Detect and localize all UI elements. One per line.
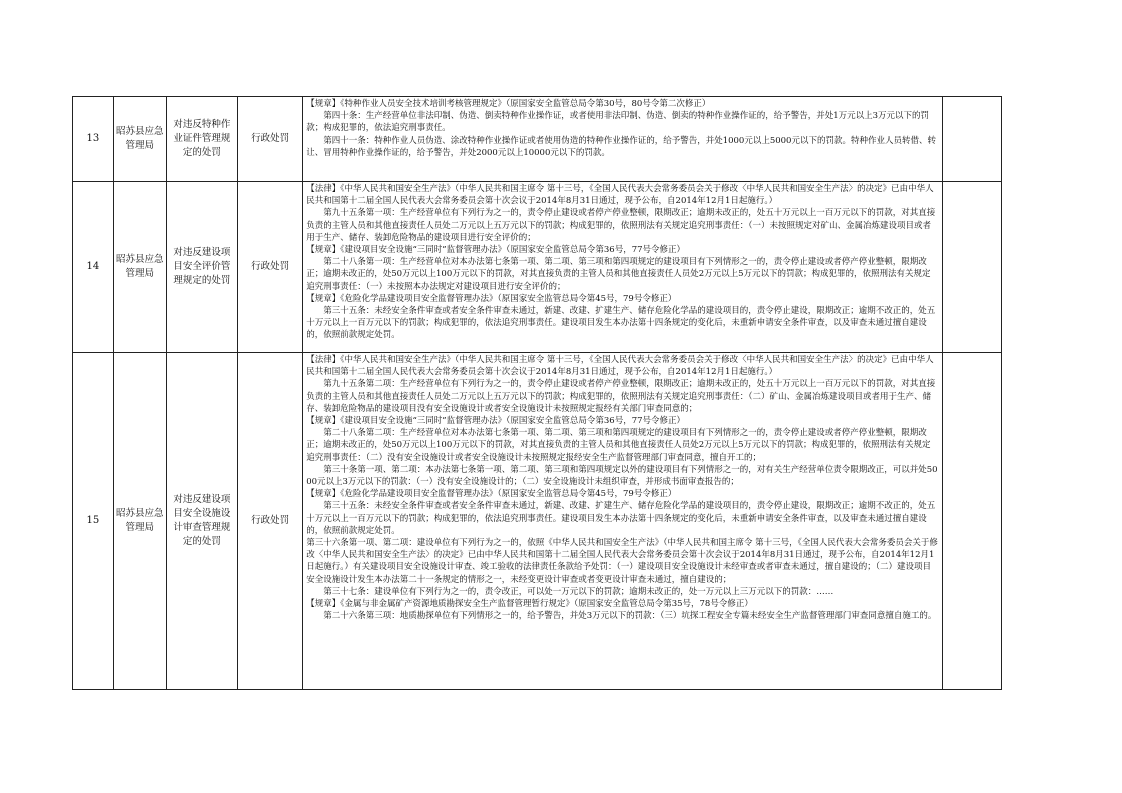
department-cell: 昭苏县应急管理局 — [113, 182, 166, 353]
action-type-cell: 行政处罚 — [238, 97, 303, 182]
remarks-cell — [942, 97, 1001, 182]
legal-basis-paragraph: 【规章】《建设项目安全设施“三同时”监督管理办法》（原国家安全监管总局令第36号，77号令修正） — [306, 416, 686, 427]
legal-basis-paragraph: 【规章】《危险化学品建设项目安全监督管理办法》（原国家安全监管总局令第45号，79号令修正） — [306, 293, 677, 304]
legal-basis-paragraph: 第三十五条：未经安全条件审查或者安全条件审查未通过，新建、改建、扩建生产、储存危险化学品的建设项目的，责令停止建设，限期改正；逾期不改正的，处五十万元以上一百万元以下的罚款；构成犯罪的，依法追究刑事责任。建设项目发生本办法第十四条规定的变化后，未重新申请安全条件审查，以及审查未通过擅自建设的，依照前款规定处罚。 — [306, 501, 936, 536]
legal-basis-paragraph: 第四十条：生产经营单位非法印制、伪造、倒卖特种作业操作证，或者使用非法印制、伪造、倒卖的特种作业操作证的，给予警告，并处1万元以上3万元以下的罚款；构成犯罪的，依法追究刑事责任。 — [306, 111, 930, 134]
legal-basis-paragraph: 第三十五条：未经安全条件审查或者安全条件审查未通过，新建、改建、扩建生产、储存危险化学品的建设项目的，责令停止建设，限期改正；逾期不改正的，处五十万元以上一百万元以下的罚款；构成犯罪的，依法追究刑事责任。建设项目发生本办法第十四条规定的变化后，未重新申请安全条件审查，以及审查未通过擅自建设的，依照前款规定处罚。 — [306, 306, 936, 341]
legal-basis-paragraph: 第三十七条：建设单位有下列行为之一的，责令改正，可以处一万元以下的罚款；逾期未改正的，处一万元以上三万元以下的罚款：…… — [323, 586, 834, 597]
legal-basis-cell — [303, 353, 943, 690]
matter-name-cell: 对违反建设项目安全设施设计审查管理规定的处罚 — [166, 353, 237, 690]
legal-basis-paragraph: 【法律】《中华人民共和国安全生产法》（中华人民共和国主席令 第十三号，《全国人民代表大会常务委员会关于修改〈中华人民共和国安全生产法〉的决定》已由中华人民共和国第十二届全国人民代表大会常务委员会第十次会议于2014年8月31日通过，现予公布，自2014年12月1日起施行。） — [306, 184, 934, 207]
matter-name-cell: 对违反特种作业证件管理规定的处罚 — [166, 97, 237, 182]
enforcement-table — [72, 96, 1002, 690]
table-row — [73, 182, 1002, 353]
department-cell: 昭苏县应急管理局 — [113, 353, 166, 690]
legal-basis-paragraph: 【规章】《特种作业人员安全技术培训考核管理规定》（原国家安全监管总局令第30号，80号令第二次修正） — [306, 99, 711, 109]
legal-basis-paragraph: 【规章】《金属与非金属矿产资源地质勘探安全生产监督管理暂行规定》（原国家安全监管总局令第35号，78号令修正） — [306, 599, 753, 610]
legal-basis-paragraph: 第三十条第一项、第二项：本办法第七条第一项、第二项、第三项和第四项规定以外的建设项目有下列情形之一的，对有关生产经营单位责令限期改正，可以并处5000元以上3万元以下的罚款：（一）没有安全设施设计的；（二）安全设施设计未组织审查，并形成书面审查报告的； — [306, 464, 938, 488]
legal-basis-cell — [303, 182, 943, 353]
action-type-cell: 行政处罚 — [238, 182, 303, 353]
remarks-cell — [942, 182, 1001, 353]
table-row — [73, 97, 1002, 182]
legal-basis-paragraph: 第九十五条第一项：生产经营单位有下列行为之一的，责令停止建设或者停产停业整顿，限期改正；逾期未改正的，处五十万元以上一百万元以下的罚款，对其直接负责的主管人员和其他直接责任人员处二万元以上五万元以下的罚款；构成犯罪的，依照刑法有关规定追究刑事责任：（一）未按照规定对矿山、金属冶炼建设项目或者用于生产、储存、装卸危险物品的建设项目进行安全评价的； — [306, 208, 936, 243]
matter-name-cell: 对违反建设项目安全评价管理规定的处罚 — [166, 182, 237, 353]
legal-basis-paragraph: 第四十一条：特种作业人员伪造、涂改特种作业操作证或者使用伪造的特种作业操作证的，给予警告，并处1000元以上5000元以下的罚款。特种作业人员转借、转让、冒用特种作业操作证的，给予警告，并处2000元以上10000元以下的罚款。 — [306, 135, 936, 158]
legal-basis-paragraph: 【规章】《建设项目安全设施“三同时”监督管理办法》（原国家安全监管总局令第36号，77号令修正） — [306, 245, 686, 256]
legal-basis-paragraph: 【法律】《中华人民共和国安全生产法》（中华人民共和国主席令 第十三号，《全国人民代表大会常务委员会关于修改〈中华人民共和国安全生产法〉的决定》已由中华人民共和国第十二届全国人民代表大会常务委员会第十次会议于2014年8月31日通过，现予公布，自2014年12月1日起施行。） — [306, 355, 934, 378]
legal-basis-paragraph: 【规章】《危险化学品建设项目安全监督管理办法》（原国家安全监管总局令第45号，79号令修正） — [306, 489, 677, 500]
action-type-cell: 行政处罚 — [238, 353, 303, 690]
row-number: 14 — [73, 182, 114, 353]
row-number: 13 — [73, 97, 114, 182]
legal-basis-paragraph: 第二十八条第一项：生产经营单位对本办法第七条第一项、第二项、第三项和第四项规定的建设项目有下列情形之一的，责令停止建设或者停产停业整顿，限期改正；逾期未改正的，处50万元以上100万元以下的罚款，对其直接负责的主管人员和其他直接责任人员处2万元以上5万元以下的罚款；构成犯罪的，依照刑法有关规定追究刑事责任：（一）未按照本办法规定对建设项目进行安全评价的； — [306, 257, 931, 292]
legal-basis-cell — [303, 97, 943, 182]
remarks-cell — [942, 353, 1001, 690]
legal-basis-paragraph: 第九十五条第二项：生产经营单位有下列行为之一的，责令停止建设或者停产停业整顿，限期改正；逾期未改正的，处五十万元以上一百万元以下的罚款，对其直接负责的主管人员和其他直接责任人员处二万元以上五万元以下的罚款；构成犯罪的，依照刑法有关规定追究刑事责任：（二）矿山、金属冶炼建设项目或者用于生产、储存、装卸危险物品的建设项目没有安全设施设计或者安全设施设计未按照规定报经有关部门审查同意的； — [306, 379, 936, 414]
legal-basis-paragraph: 第二十六条第三项：地质勘探单位有下列情形之一的，给予警告，并处3万元以下的罚款：（三）坑探工程安全专篇未经安全生产监督管理部门审查同意擅自施工的。 — [323, 611, 937, 622]
legal-basis-paragraph: 第三十六条第一项、第二项：建设单位有下列行为之一的，依照《中华人民共和国安全生产法》（中华人民共和国主席令 第十三号，《全国人民代表大会常务委员会关于修改〈中华人民共和国安全生产法〉的决定》已由中华人民共和国第十二届全国人民代表大会常务委员会第十次会议于2014年8月31日通过，现予公布，自2014年12月1日起施行。）有关建设项目安全设施设计审查、竣工验收的法律责任条款给予处罚：（一）建设项目安全设施设计未经审查或者审查未通过，擅自建设的；（二）建设项目安全设施设计发生本办法第二十一条规定的情形之一，未经变更设计审查或者变更设计审查未通过，擅自建设的； — [306, 538, 938, 585]
legal-basis-paragraph: 第二十八条第二项：生产经营单位对本办法第七条第一项、第二项、第三项和第四项规定的建设项目有下列情形之一的，责令停止建设或者停产停业整顿，限期改正；逾期未改正的，处50万元以上100万元以下的罚款，对其直接负责的主管人员和其他直接责任人员处2万元以上5万元以下的罚款；构成犯罪的，依照刑法有关规定追究刑事责任：（二）没有安全设施设计或者安全设施设计未按照规定报经安全生产监督管理部门审查同意，擅自开工的； — [306, 428, 931, 463]
department-cell: 昭苏县应急管理局 — [113, 97, 166, 182]
table-row — [73, 353, 1002, 690]
row-number: 15 — [73, 353, 114, 690]
